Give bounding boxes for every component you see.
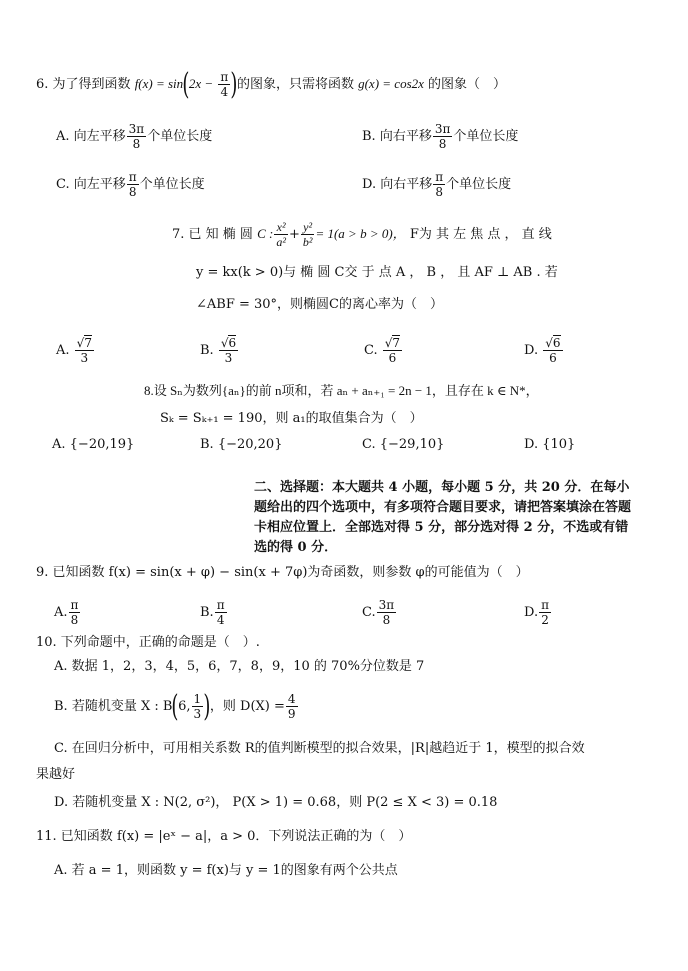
q9-stem: 9. 已知函数 f(x) = sin(x + φ) − sin(x + 7φ)为奇函数，则参数 φ的可能值为（ ） [36,565,529,580]
frac-num: 3π [128,122,145,136]
radicand: 6 [228,336,237,350]
q10-option-c-line-1: C. 在回归分析中，可用相关系数 R的值判断模型的拟合效果，|R|越趋近于 1，模型的拟合效 [54,741,585,756]
frac-den: 9 [287,707,296,721]
q7-option-c-label: C. [364,343,378,358]
q6-option-a-label: A. 向左平移 [56,129,126,144]
q10-option-b-text-b: ，则 D(X) = [209,699,285,714]
frac-num: π [435,170,444,184]
q9-option-a-label: A. [54,605,68,620]
q10-option-b [54,688,299,724]
q7-option-a [56,336,95,365]
frac-num: 3π [434,122,451,136]
q6-option-d-frac [433,170,445,199]
q6-stem-text-c: 的图象（ ） [428,77,507,92]
q8-option-c: C. {−29,10} [362,437,445,452]
frac-den: 2 [541,613,549,627]
q10-option-b-text-a: B. 若随机变量 X : B [54,699,173,714]
q7-text-a: 7. 已 知 椭 圆 [172,227,253,242]
q6-option-c-frac [127,170,139,199]
q6-option-d-label: D. 向右平移 [362,177,433,192]
q7-frac-y [301,220,315,249]
q9-option-b-frac [215,598,227,627]
q9-option-d [524,598,552,627]
paren-open: ( [171,688,179,724]
q6-option-b-frac [433,122,453,151]
q6-option-b-label: B. 向右平移 [362,129,432,144]
q6-paren-close: ) [230,66,238,102]
q8-line-2: Sₖ = Sₖ₊₁ = 190，则 a₁的取值集合为（ ） [160,411,423,426]
q8-option-d: D. {10} [524,437,576,452]
q7-text-b: F为 其 左 焦 点 ， 直 线 [409,227,552,242]
q9-option-a [54,598,81,627]
frac-num: √7 [76,336,92,350]
frac-num: π [70,598,79,612]
frac-den: 3 [224,351,233,365]
frac-den: 8 [382,613,391,627]
frac-den: 6 [549,351,557,365]
q7-option-d-label: D. [524,343,539,358]
q6-option-c [56,170,205,199]
q6-option-b-tail: 个单位长度 [453,129,519,144]
q8-option-b: B. {−20,20} [200,437,283,452]
frac-num: x² [274,220,288,235]
frac-den: b² [302,235,313,249]
q11-option-a: A. 若 a = 1，则函数 y = f(x)与 y = 1的图象有两个公共点 [54,863,398,878]
frac-den: 8 [128,185,137,199]
q9-option-b [200,598,228,627]
q6-option-a [56,122,212,151]
frac-num: √6 [545,336,561,350]
q7-option-b-frac [219,336,238,365]
frac-num: y² [301,220,315,235]
frac-den: 8 [435,185,443,199]
radicand: 7 [392,336,401,350]
q6-frac-den: 4 [220,85,229,99]
q7-option-a-label: A. [56,343,70,358]
q10-option-a: A. 数据 1，2，3，4，5，6，7，8，9，10 的 70%分位数是 7 [54,659,425,674]
q7-frac-x [274,220,288,249]
q7-option-b-label: B. [200,343,214,358]
q6-option-a-frac [127,122,147,151]
radicand: 7 [84,336,92,350]
q10-option-d: D. 若随机变量 X : N(2, σ²)， P(X > 1) = 0.68，则 P(2 ≤ X < 3) = 0.18 [54,795,498,810]
frac-num: √7 [384,336,401,350]
q7-option-c-frac [383,336,402,365]
q10-option-b-param: 6, [178,699,191,714]
q6-frac [218,70,230,99]
frac-num: 4 [287,692,296,706]
q6-stem [36,66,507,102]
q6-paren-open: ( [182,66,190,102]
q6-arg: 2x − [188,76,214,91]
q11-stem: 11. 已知函数 f(x) = |eˣ − a|，a > 0．下列说法正确的为（ ） [36,829,412,844]
frac-den: 8 [438,137,447,151]
q10-option-b-frac [192,692,204,721]
frac-num: 3π [378,598,395,612]
frac-den: 8 [132,137,141,151]
q6-option-c-label: C. 向左平移 [56,177,126,192]
q6-option-c-tail: 个单位长度 [139,177,205,192]
q9-option-c-frac [377,598,397,627]
frac-den: 6 [388,351,397,365]
q9-option-c [362,598,397,627]
q6-option-d [362,170,511,199]
q10-option-b-result [286,692,298,721]
q9-option-d-frac [539,598,551,627]
frac-den: a² [276,235,286,249]
q7-line-3: ∠ABF = 30°，则椭圆C的离心率为（ ） [196,297,444,312]
q7-eq: = 1(a > b > 0)， [315,226,406,241]
frac-den: 3 [80,351,89,365]
q6-option-a-tail: 个单位长度 [147,129,213,144]
q6-option-d-tail: 个单位长度 [446,177,512,192]
q9-option-d-label: D. [524,605,539,620]
q7-option-d [524,336,564,365]
frac-num: π [541,598,549,612]
q6-option-b [362,122,518,151]
q9-option-b-label: B. [200,605,214,620]
q6-function-g: g(x) = cos2x [358,76,424,91]
q7-option-c [364,336,403,365]
q7-option-b [200,336,239,365]
q6-stem-text-b: 的图象，只需将函数 [236,77,354,92]
section-2-instructions: 二、选择题：本大题共 4 小题，每小题 5 分，共 20 分．在每小题给出的四个选项中，有多项符合题目要求，请把答案填涂在答题卡相应位置上．全部选对得 5 分，部分选对得 2 分，不选或有错选的得 0 分． [254,480,632,555]
q7-line-2: y = kx(k > 0)与 椭 圆 C交 于 点 A ， B ， 且 AF ⊥ AB . 若 [196,265,558,280]
q7-option-d-frac [543,336,562,365]
q10-stem: 10. 下列命题中，正确的命题是（ ）. [36,635,260,650]
radicand: 6 [552,336,561,350]
frac-num: π [216,598,225,612]
q6-stem-text-a: 6. 为了得到函数 [36,77,131,92]
q8-option-a: A. {−20,19} [52,437,135,452]
frac-den: 3 [193,707,202,721]
q7-ellipse-name: C : [257,226,274,241]
q6-frac-num: π [220,70,229,84]
q7-option-a-frac [75,336,94,365]
frac-den: 4 [216,613,225,627]
frac-num: π [128,170,137,184]
q9-option-a-frac [69,598,81,627]
q9-option-c-label: C. [362,605,376,620]
paren-close: ) [203,688,211,724]
q6-function-f: f(x) = sin [134,76,184,91]
q8-line-1: 8.设 Sₙ为数列{aₙ}的前 n项和，若 aₙ + aₙ₊₁ = 2n − 1，且存在 k ∈ N*， [144,383,539,398]
q7-line-1: 7. 已 知 椭 圆 C : $\frac{\text{x²}}{\text{a²}}$ + $\frac{\text{y²}}{\text{b²}}$ = 1(a > b > 0)， F为 其 左 焦 点 ， 直 线 [172,220,552,249]
q10-option-c-line-2: 果越好 [36,767,76,782]
frac-num: 1 [193,692,202,706]
frac-den: 8 [70,613,79,627]
frac-num: √6 [220,336,237,350]
